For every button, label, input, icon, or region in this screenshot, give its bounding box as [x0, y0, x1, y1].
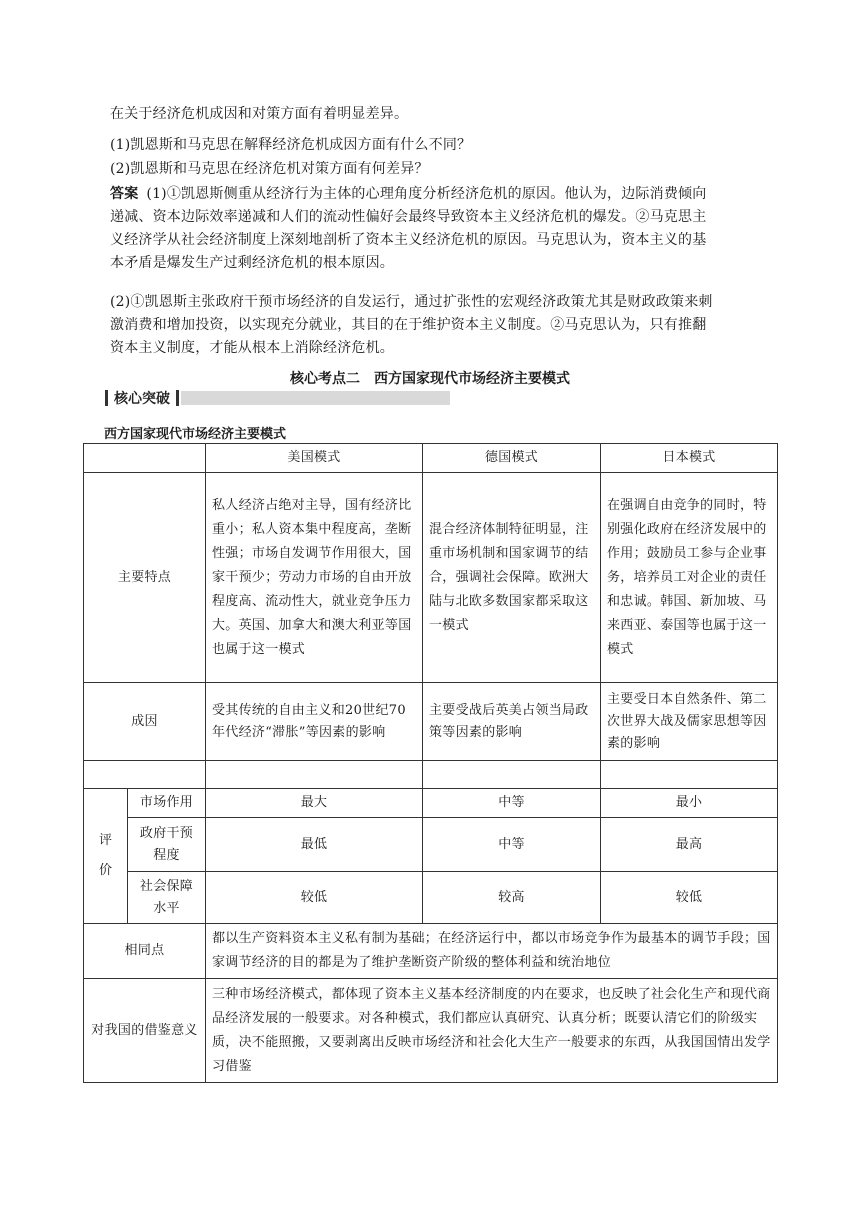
eval-sub-label: 市场作用: [128, 789, 206, 818]
cell-jp: 较低: [601, 872, 778, 924]
table-row: [84, 473, 778, 683]
answer-line: (2)①凯恩斯主张政府干预市场经济的自发运行，通过扩张性的宏观经济政策尤其是财政政策来刺: [110, 294, 713, 310]
table-row: [84, 872, 778, 924]
table-row: [84, 818, 778, 872]
row-label: 成因: [84, 683, 206, 761]
cell-de: 中等: [423, 818, 601, 872]
row-label: 主要特点: [84, 473, 206, 683]
tag-bar: [105, 390, 108, 406]
cell-us: 最低: [206, 818, 423, 872]
tag-shade: [181, 391, 450, 405]
header-de: 德国模式: [423, 444, 601, 473]
intro-text: 在关于经济危机成因和对策方面有着明显差异。: [110, 106, 409, 122]
cell-us: 私人经济占绝对主导，国有经济比重小；私人资本集中程度高，垄断性强；市场自发调节作用很大，国家干预少；劳动力市场的自由开放程度高、流动性大，就业竞争压力大。英国、加拿大和澳大利亚等国也属于这一模式: [206, 473, 423, 683]
table-row: [84, 924, 778, 979]
cell-de: 中等: [423, 789, 601, 818]
cell-significance: 三种市场经济模式，都体现了资本主义基本经济制度的内在要求，也反映了社会化生产和现代商品经济发展的一般要求。对各种模式，我们都应认真研究、认真分析；既要认清它们的阶级实质，决不能照搬，又要剥离出反映市场经济和社会化大生产一般要求的东西，从我国国情出发学习借鉴: [206, 979, 778, 1083]
answer-line: 资本主义制度，才能从根本上消除经济危机。: [110, 340, 394, 356]
section-heading: 核心考点二 西方国家现代市场经济主要模式: [290, 371, 570, 387]
cell-de: 较高: [423, 872, 601, 924]
header-jp: 日本模式: [601, 444, 778, 473]
cell-us: 受其传统的自由主义和20世纪70年代经济“滞胀”等因素的影响: [206, 683, 423, 761]
eval-sub-label: 社会保障水平: [128, 872, 206, 924]
table-header-row: [84, 444, 778, 473]
answer-line: 本矛盾是爆发生产过剩经济危机的根本原因。: [110, 255, 394, 271]
header-empty: [84, 444, 206, 473]
cell-de: 混合经济体制特征明显，注重市场机制和国家调节的结合，强调社会保障。欧洲大陆与北欧多数国家都采取这一模式: [423, 473, 601, 683]
eval-label: 评价: [84, 789, 128, 924]
section-tag: [105, 388, 450, 408]
answer-line: 答案 (1)①凯恩斯侧重从经济行为主体的心理角度分析经济危机的原因。他认为，边际消费倾向: [110, 186, 707, 202]
cell-us: 较低: [206, 872, 423, 924]
models-table: [83, 443, 778, 1083]
header-us: 美国模式: [206, 444, 423, 473]
table-row: [84, 683, 778, 761]
cell-us: 最大: [206, 789, 423, 818]
eval-sub-label: 政府干预程度: [128, 818, 206, 872]
cell-common: 都以生产资料资本主义私有制为基础；在经济运行中，都以市场竞争作为最基本的调节手段；国家调节经济的目的都是为了维护垄断资产阶级的整体利益和统治地位: [206, 924, 778, 979]
cell-jp: 最小: [601, 789, 778, 818]
answer-line: 义经济学从社会经济制度上深刻地剖析了资本主义经济危机的原因。马克思认为，资本主义的基: [110, 232, 707, 248]
table-row-empty: [84, 761, 778, 789]
cell-jp: 在强调自由竞争的同时，特别强化政府在经济发展中的作用；鼓励员工参与企业事务，培养员工对企业的责任和忠诚。韩国、新加坡、马来西亚、泰国等也属于这一模式: [601, 473, 778, 683]
cell-de: 主要受战后英美占领当局政策等因素的影响: [423, 683, 601, 761]
answer-line: 递减、资本边际效率递减和人们的流动性偏好会最终导致资本主义经济危机的爆发。②马克思主: [110, 209, 707, 225]
table-row: [84, 979, 778, 1083]
question-1: (1)凯恩斯和马克思在解释经济危机成因方面有什么不同？: [110, 137, 472, 153]
table-title: 西方国家现代市场经济主要模式: [104, 427, 287, 442]
table-row: [84, 789, 778, 818]
answer-label: 答案: [110, 186, 139, 202]
cell-jp: 主要受日本自然条件、第二次世界大战及儒家思想等因素的影响: [601, 683, 778, 761]
question-2: (2)凯恩斯和马克思在经济危机对策方面有何差异？: [110, 161, 429, 177]
row-label: 相同点: [84, 924, 206, 979]
row-label: 对我国的借鉴意义: [84, 979, 206, 1083]
cell-jp: 最高: [601, 818, 778, 872]
tag-bar: [176, 390, 179, 406]
answer-line: 激消费和增加投资，以实现充分就业，其目的在于维护资本主义制度。②马克思认为，只有推翻: [110, 317, 707, 333]
tag-label: 核心突破: [114, 391, 170, 407]
